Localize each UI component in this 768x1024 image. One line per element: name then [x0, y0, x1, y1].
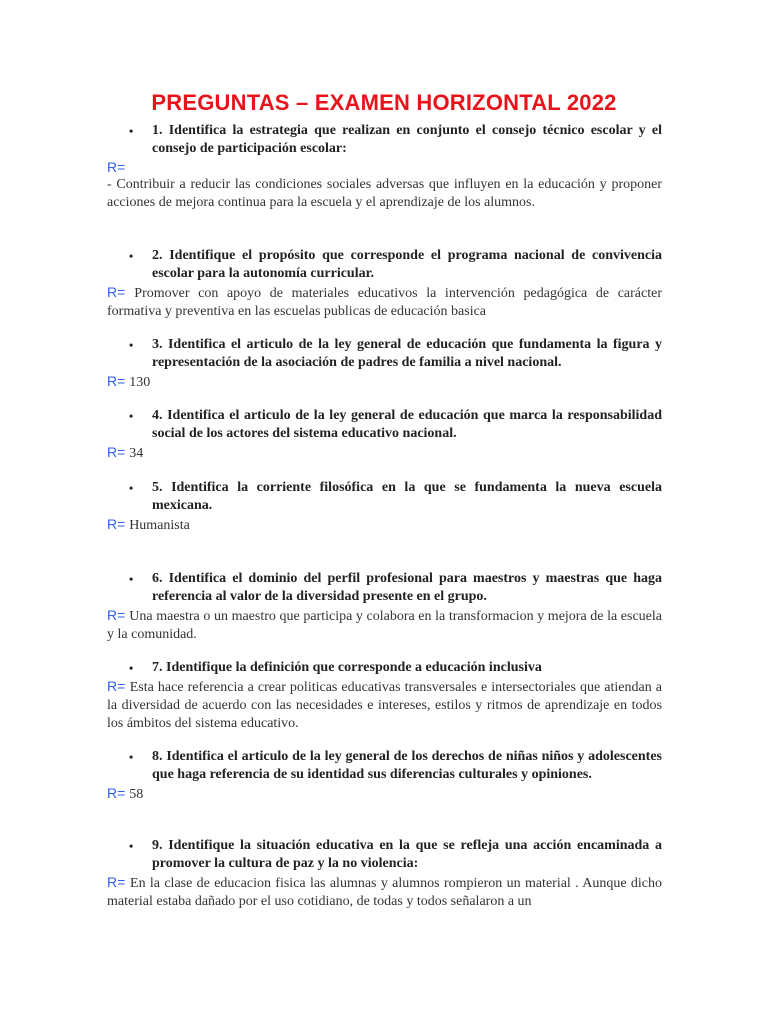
answer-text: Humanista [129, 518, 190, 533]
question-text: • 6. Identifica el dominio del perfil profesional para maestros y maestras que haga referencia al valor de la diversidad presente en el grupo. [129, 571, 662, 604]
answer [107, 515, 662, 535]
bullet-icon: • [129, 572, 134, 586]
answer-text: 130 [129, 375, 151, 390]
answer-text: Esta hace referencia a crear politicas educativas transversales e intersectoriales que atiendan a la diversidad de acuerdo con las necesidades e intereses, estilos y ritmos de aprendizaje en todos los ámbitos del sistema educativo. [107, 680, 662, 731]
answer [107, 873, 662, 911]
answer [107, 784, 662, 804]
answer-label: R= [107, 516, 130, 532]
question-block-1 [0, 122, 768, 212]
question-text: • 5. Identifica la corriente filosófica en la que se fundamenta la nueva escuela mexicana. [129, 480, 662, 513]
question-text: • 9. Identifique la situación educativa en la que se refleja una acción encaminada a promover la cultura de paz y la no violencia: [129, 838, 662, 871]
answer-text: En la clase de educacion fisica las alumnas y alumnos rompieron un material . Aunque dicho material estaba dañado por el uso cotidiano, de todas y todos señalaron a un [107, 876, 662, 909]
question-text: • 4. Identifica el articulo de la ley general de educación que marca la responsabilidad social de los actores del sistema educativo nacional. [129, 408, 662, 441]
question-text: • 8. Identifica el articulo de la ley general de los derechos de niñas niños y adolescentes que haga referencia de su identidad sus diferencias culturales y opiniones. [129, 749, 662, 782]
bullet-icon: • [129, 481, 134, 495]
answer [107, 677, 662, 733]
question-block-5 [0, 479, 768, 535]
answer-label: R= [107, 373, 130, 389]
question-block-2 [0, 247, 768, 321]
bullet-icon: • [129, 124, 134, 138]
bullet-icon: • [129, 338, 134, 352]
answer-label: R= [107, 678, 130, 694]
bullet-icon: • [129, 839, 134, 853]
answer-text: Promover con apoyo de materiales educativos la intervención pedagógica de carácter formativa y preventiva en las escuelas publicas de educación basica [107, 286, 662, 319]
question-text: • 1. Identifica la estrategia que realizan en conjunto el consejo técnico escolar y el consejo de participación escolar: [129, 123, 662, 156]
answer-text: Una maestra o un maestro que participa y colabora en la transformacion y mejora de la escuela y la comunidad. [107, 609, 662, 642]
question-block-3 [0, 336, 768, 392]
bullet-icon: • [129, 750, 134, 764]
question-block-7 [0, 659, 768, 733]
question-text: • 7. Identifique la definición que corresponde a educación inclusiva [129, 660, 542, 675]
question-block-6 [0, 570, 768, 644]
answer-text: - Contribuir a reducir las condiciones sociales adversas que influyen en la educación y proponer acciones de mejora continua para la escuela y el aprendizaje de los alumnos. [107, 177, 662, 210]
answer [107, 606, 662, 644]
answer-label: R= [107, 284, 135, 300]
answer [107, 443, 662, 463]
answer-label: R= [107, 874, 131, 890]
answer-label: R= [107, 159, 126, 175]
question-text: • 3. Identifica el articulo de la ley general de educación que fundamenta la figura y representación de la asociación de padres de familia a nivel nacional. [129, 337, 662, 370]
answer-label: R= [107, 607, 130, 623]
answer [107, 372, 662, 392]
answer-text: 58 [129, 787, 144, 802]
question-block-8 [0, 748, 768, 804]
answer [107, 283, 662, 321]
question-block-4 [0, 407, 768, 463]
question-block-9 [0, 837, 768, 911]
bullet-icon: • [129, 409, 134, 423]
answer-label: R= [107, 444, 130, 460]
bullet-icon: • [129, 249, 134, 263]
page-title: PREGUNTAS – EXAMEN HORIZONTAL 2022 [151, 90, 617, 115]
bullet-icon: • [129, 661, 134, 675]
question-text: • 2. Identifique el propósito que corresponde el programa nacional de convivencia escolar para la autonomía curricular. [129, 248, 662, 281]
answer-label: R= [107, 785, 130, 801]
answer [107, 158, 662, 212]
answer-text: 34 [129, 446, 144, 461]
